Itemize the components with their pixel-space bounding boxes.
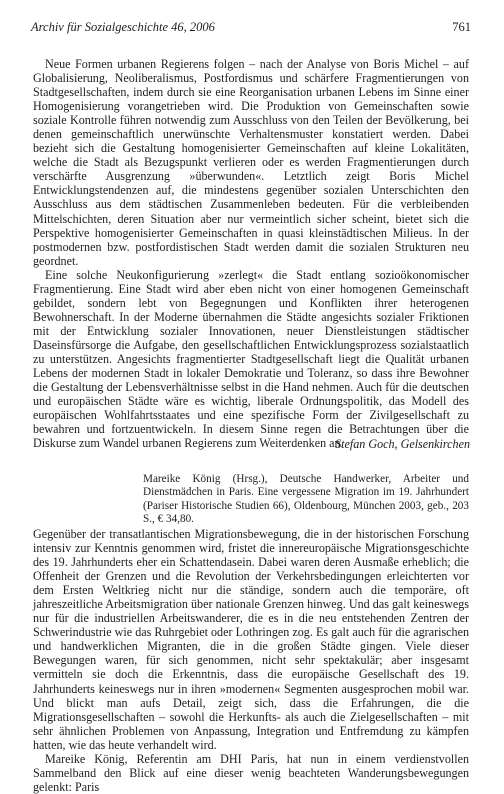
- journal-title: Archiv für Sozialgeschichte 46, 2006: [31, 20, 215, 34]
- review-body-text: [33, 527, 469, 794]
- book-bibliography: Mareike König (Hrsg.), Deutsche Handwerker, Arbeiter und Dienstmädchen in Paris. Eine vergessene Migration im 19. Jahrhundert (Pariser Historische Studien 66), Oldenbourg, München 2003, geb., 203 S., € 34,80.: [143, 473, 469, 526]
- reviewer-signature: Stefan Goch, Gelsenkirchen: [335, 437, 470, 451]
- paragraph: Mareike König, Referentin am DHI Paris, hat nun in einem verdienstvollen Sammelband den Blick auf eine dieser wenig beachteten Wanderungsbewegungen gelenkt: Paris: [33, 751, 469, 794]
- review-conclusion-text: [33, 57, 469, 450]
- running-header: [31, 20, 471, 35]
- page-number: 761: [452, 20, 471, 34]
- paragraph: Neue Formen urbanen Regierens folgen – nach der Analyse von Boris Michel – auf Globalisierung, Neoliberalismus, Postfordismus und schärfere Fragmentierungen von Stadtgesellschaften, indem durch sie eine Reorganisation urbanen Lebens im Sinne einer Homogenisierung vorangetrieben wird. Die Produktion von Gemeinschaften sowie soziale Kontrolle führen notwendig zum Ausschluss von den Teilen der Bevölkerung, bei denen gemeinschaftlich unerwünschte Verhaltensmuster konstatiert werden. Dabei bezieht sich die Gestaltung homogenisierter Gemeinschaften auf kleine Lokalitäten, welche die Stadt als Bezugspunkt verlieren oder es werden Fragmentierungen durch verschärfte Ausgrenzung »überwunden«. Letztlich zeigt Boris Michel Entwicklungstendenzen auf, die mindestens gegenüber sozialen Unterschichten den Ausschluss aus dem städtischen Zusammenleben bedeuten. Für die verbleibenden Mittelschichten, deren Situation aber nur vermeintlich sicher scheint, bietet sich die Perspektive homogenisierter Gemeinschaften in quasi kleinstädtischen Milieus. In der postmodernen bzw. postfordistischen Stadt werden damit die sozialen Strukturen neu geordnet.: [33, 57, 469, 268]
- paragraph: Gegenüber der transatlantischen Migrationsbewegung, die in der historischen Forschung intensiv zur Kenntnis genommen wird, fristet die innereuropäische Migrationsgeschichte des 19. Jahrhunderts eher ein Schattendasein. Dabei waren deren Ausmaße erheblich; die Offenheit der Grenzen und die Revolution der Verkehrsbedingungen erleichterten vor dem Ersten Weltkrieg nicht nur die ständige, sondern auch die temporäre, oft jahreszeitliche Arbeitsmigration über nationale Grenzen hinweg. Und das galt keineswegs nur für die industriellen Arbeitswanderer, die es in die neu entstehenden Zentren der Schwerindustrie wie das Ruhrgebiet oder Lothringen zog. Es galt auch für die agrarischen und handwerklichen Migranten, die in die großen Städte gingen. Viele dieser Bewegungen waren, für sich genommen, nicht sehr spektakulär; aber insgesamt vermitteln sie doch die Erkenntnis, dass die europäische Gesellschaft des 19. Jahrhunderts keineswegs nur in ihren »modernen« Segmenten ausgesprochen mobil war. Und blickt man aufs Detail, zeigt sich, dass die Erfahrungen, die die Migrationsgesellschaften – sowohl die Herkunfts- als auch die Zielgesellschaften – mit sehr ähnlichen Problemen von Anpassung, Integration und Entfremdung zu kämpfen hatten, wie das heute verhandelt wird.: [33, 527, 469, 752]
- paragraph: Eine solche Neukonfigurierung »zerlegt« die Stadt entlang sozioökonomischer Fragmentierung. Eine Stadt wird aber eben nicht von einer homogenen Gemeinschaft gebildet, sondern lebt von Begegnungen und Konflikten ihrer heterogenen Bewohnerschaft. In der Moderne übernahmen die Städte angesichts sozialer Friktionen mit der Entwicklung sozialer Innovationen, neuer Dienstleistungen städtischer Daseinsfürsorge die Aufgabe, den gesellschaftlichen Entwicklungsprozess sozialstaatlich zu unterstützen. Angesichts fragmentierter Stadtgesellschaft liegt die Qualität urbanen Lebens der modernen Stadt in lokaler Demokratie und Toleranz, so dass ihre Bewohner die Gestaltung der Lebensverhältnisse selbst in die Hand nehmen. Auch für die deutschen und europäischen Städte wäre es wichtig, liberale Ordnungspolitik, das Modell des europäischen Wohlfahrtsstaates und eine spezifische Form der Zivilgesellschaft zu bewahren und fortzuentwickeln. In diesem Sinne regen die Betrachtungen über die Diskurse zum Wandel urbanen Regierens zum Weiterdenken an.: [33, 267, 469, 451]
